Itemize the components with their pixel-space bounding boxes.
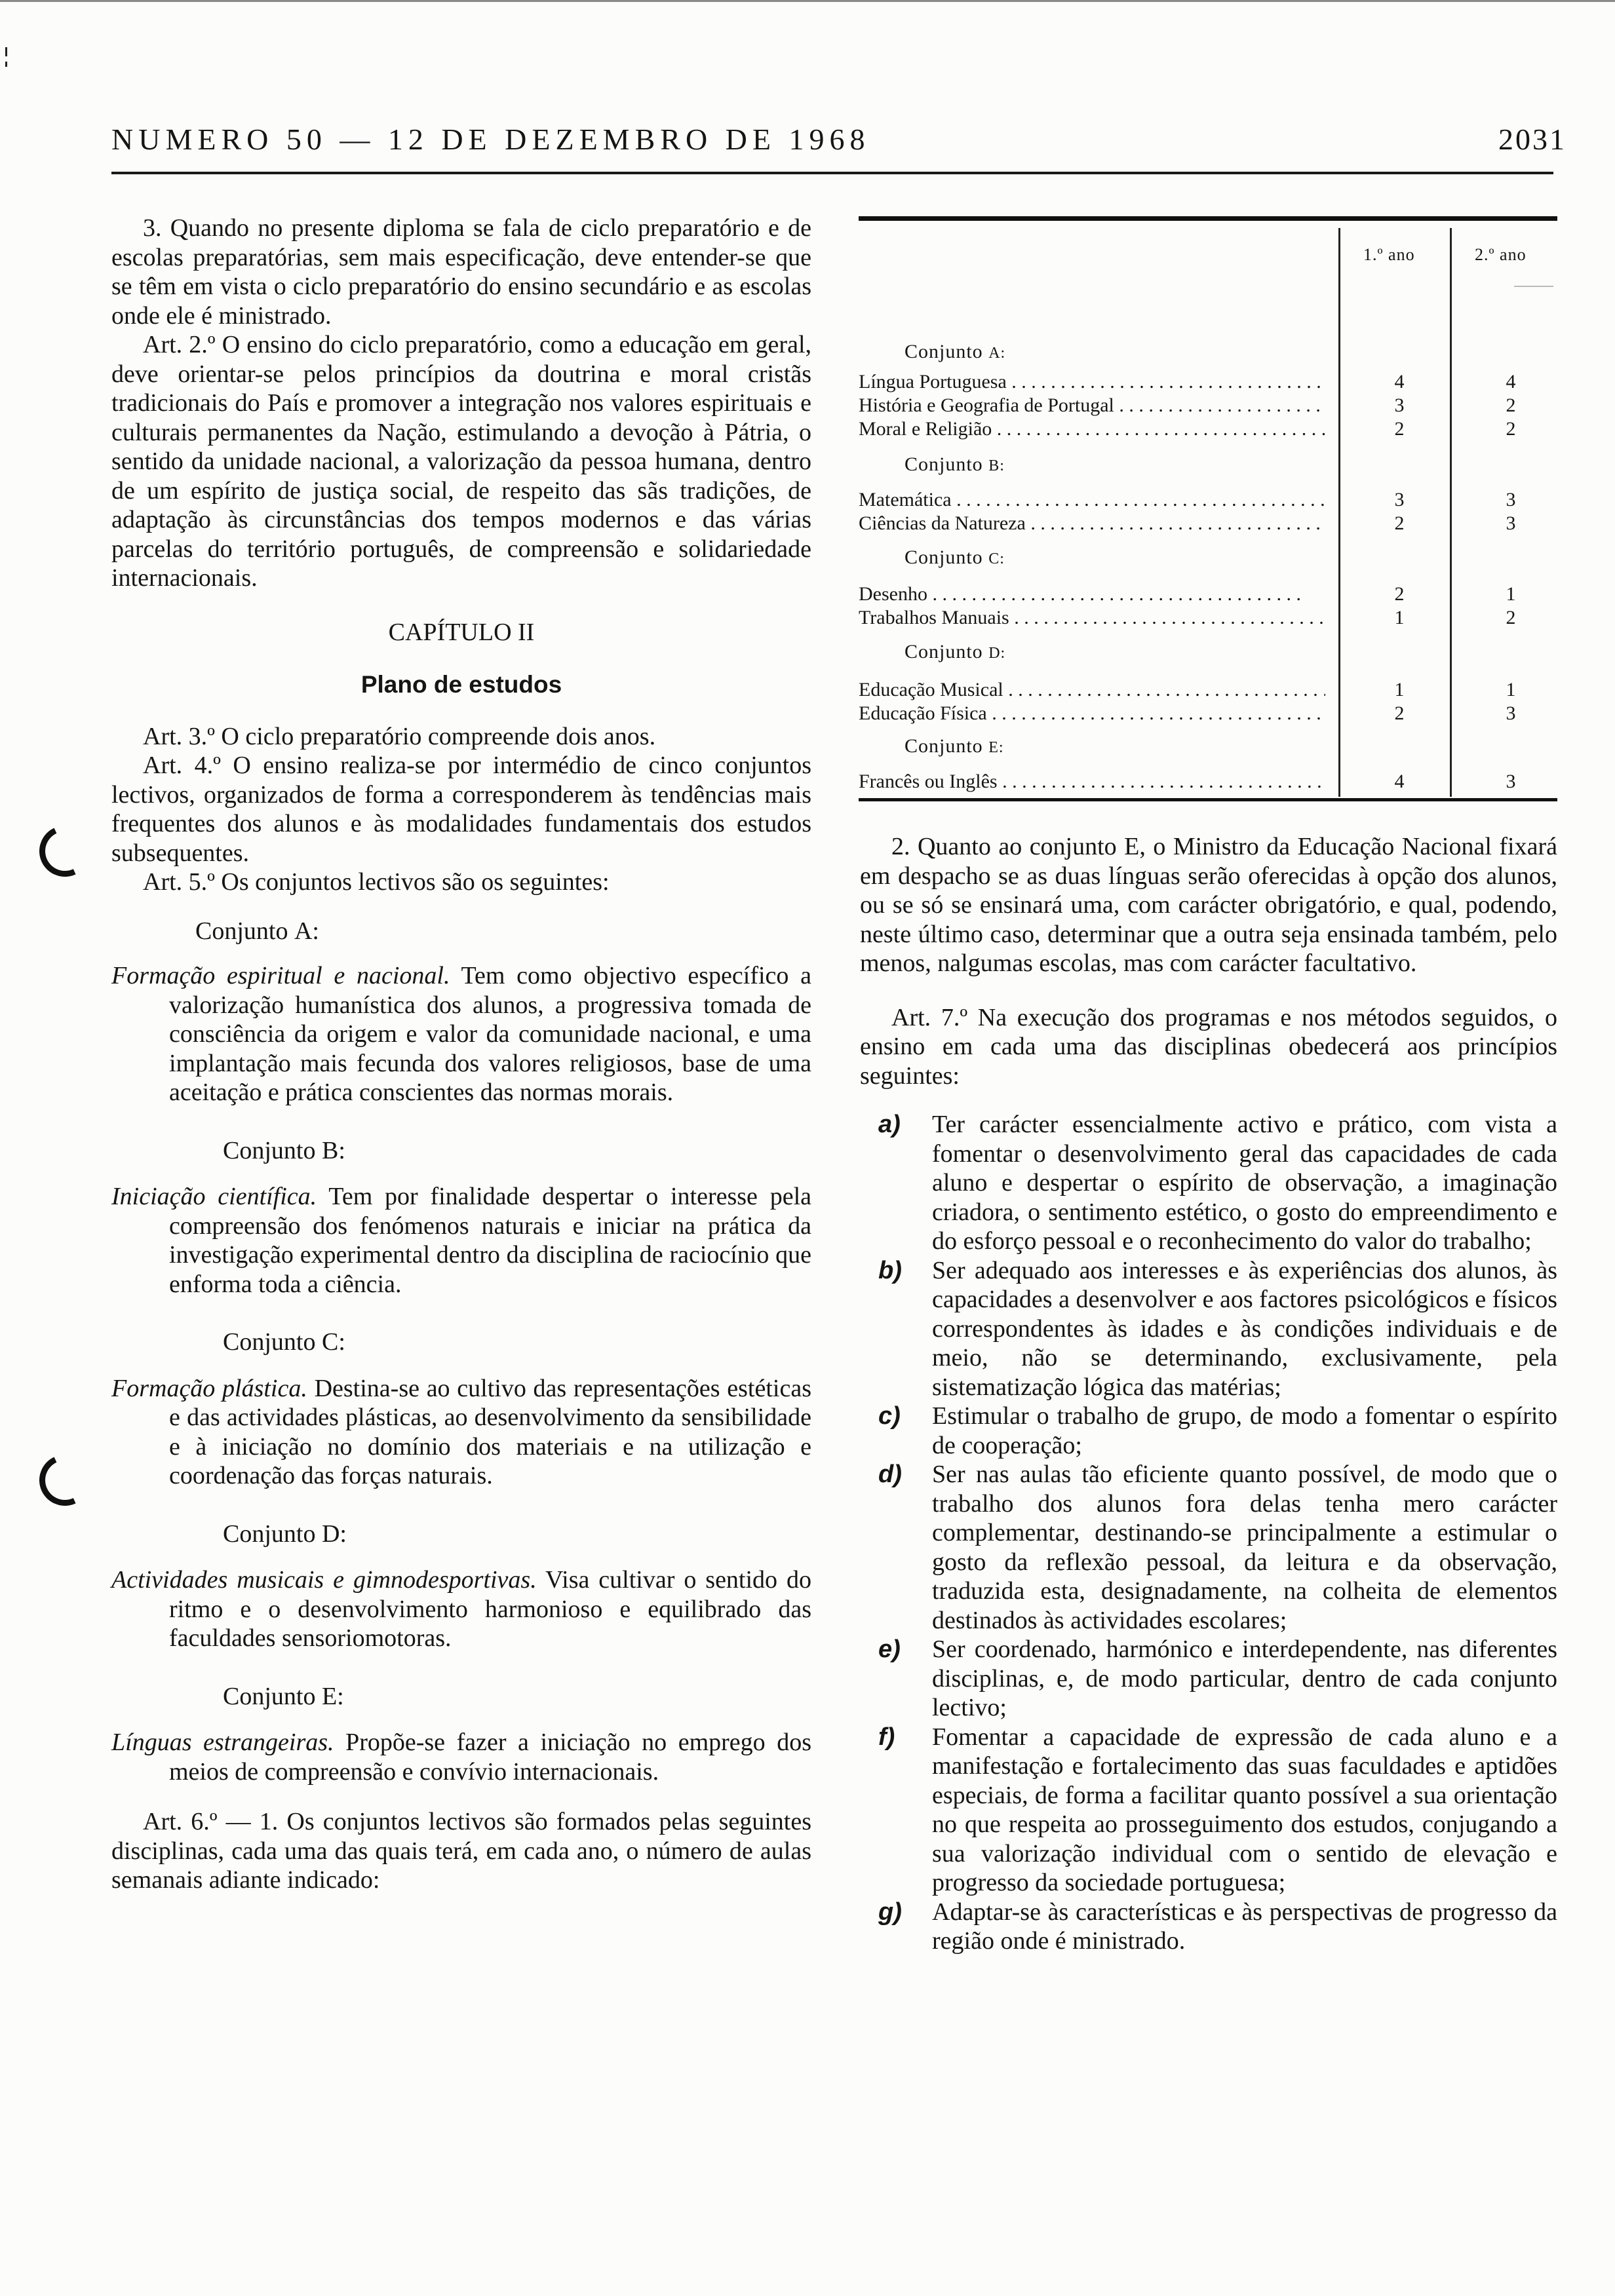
header-year-2: 2.º ano (1475, 245, 1527, 264)
table-group-a: Conjunto A: (905, 341, 1006, 362)
principle-c: c) Estimular o trabalho de grupo, de modo a fomentar o espírito de cooperação; (878, 1402, 1557, 1459)
conjunto-a-heading: Conjunto A: (195, 917, 319, 945)
article-6-paragraph-2: 2. Quanto ao conjunto E, o Ministro da Educação Nacional fixará em despacho se as duas línguas serão oferecidas à opção dos alunos, ou se só se ensinará uma, com carácter obrigatório, e qual, podendo, neste último caso, determinar que a outra seja ensinada também, pelo menos, nalgumas escolas, mas com carácter facultativo. (860, 833, 1557, 977)
page-header (111, 122, 1566, 159)
conjunto-b-description: Iniciação científica. Tem por finalidade despertar o interesse pela compreensão dos fenómenos naturais e iniciar na prática da investigação experimental dentro da disciplina de raciocínio que enforma toda a ciência. (111, 1183, 811, 1298)
table-row: Moral e Religião . . . 2 2 (859, 418, 1557, 442)
table-group-c: Conjunto C: (905, 546, 1005, 568)
issue-date: NUMERO 50 — 12 DE DEZEMBRO DE 1968 (111, 123, 870, 156)
principle-b: b) Ser adequado aos interesses e às experiências dos alunos, às capacidades a desenvolver e aos factores psicológicos e físicos correspondentes às idades e às condições individuais e de meio, não se determinando, exclusivamente, pela sistematização lógica das matérias; (878, 1256, 1557, 1401)
left-column (111, 214, 811, 1895)
header-rule (111, 172, 1553, 174)
article-3: Art. 3.º O ciclo preparatório compreende dois anos. (143, 722, 656, 750)
chapter-heading: CAPÍTULO II (388, 618, 535, 646)
lessons-table (859, 216, 1557, 803)
principle-g: g) Adaptar-se às características e às perspectivas de progresso da região onde é ministrado. (878, 1898, 1557, 1955)
table-row: Língua Portuguesa . . . 4 4 (859, 371, 1557, 394)
punch-hole-mark (32, 818, 98, 884)
article-6: Art. 6.º — 1. Os conjuntos lectivos são formados pelas seguintes disciplinas, cada uma das quais terá, em cada ano, o número de aulas semanais adiante indicado: (111, 1808, 811, 1894)
table-group-b: Conjunto B: (905, 453, 1005, 475)
table-row: História e Geografia de Portugal . . . 3 2 (859, 394, 1557, 418)
right-column (860, 832, 1557, 1956)
table-row: Desenho . . . 2 1 (859, 583, 1557, 607)
table-row: Matemática . . . 3 3 (859, 489, 1557, 512)
table-group-d: Conjunto D: (905, 641, 1006, 662)
section-title: Plano de estudos (360, 671, 562, 698)
conjunto-c-description: Formação plástica. Destina-se ao cultivo das representações estéticas e das actividades plásticas, ao desenvolvimento da sensibilidade e à iniciação no domínio dos materiais e na utilização e coordenação das forças naturais. (111, 1374, 811, 1489)
article-5: Art. 5.º Os conjuntos lectivos são os seguintes: (143, 868, 610, 896)
table-row: Educação Musical . . . 1 1 (859, 679, 1557, 702)
margin-mark (5, 47, 7, 56)
conjunto-a-description: Formação espiritual e nacional. Tem como objectivo específico a valorização humanística dos alunos, a progressiva tomada de consciência da origem e valor da comunidade nacional, e uma implantação mais fecunda dos valores religiosos, base de uma aceitação e prática conscientes das normas morais. (111, 962, 811, 1106)
header-year-1: 1.º ano (1363, 245, 1415, 264)
margin-mark (5, 62, 7, 67)
conjunto-e-heading: Conjunto E: (223, 1682, 344, 1710)
article-7: Art. 7.º Na execução dos programas e nos métodos seguidos, o ensino em cada uma das disciplinas obedecerá aos princípios seguintes: (860, 1003, 1557, 1090)
article-4: Art. 4.º O ensino realiza-se por intermédio de cinco conjuntos lectivos, organizados de forma a corresponderem às tendências mais frequentes dos alunos e às modalidades fundamentais dos estudos subsequentes. (111, 752, 811, 867)
principle-a: a) Ter carácter essencialmente activo e prático, com vista a fomentar o desenvolvimento geral das capacidades de cada aluno e despertar o espírito de observação, a imaginação criadora, o sentimento estético, o gosto do empreendimento e do esforço pessoal e o reconhecimento do valor do trabalho; (878, 1111, 1557, 1255)
table-row: Trabalhos Manuais . . . 1 2 (859, 607, 1557, 630)
table-row: Educação Física . . . 2 3 (859, 702, 1557, 726)
table-top-rule (859, 216, 1557, 221)
conjunto-d-heading: Conjunto D: (223, 1520, 347, 1548)
table-row: Francês ou Inglês . . . 4 3 (859, 771, 1557, 794)
conjunto-d-description: Actividades musicais e gimnodesportivas. Visa cultivar o sentido do ritmo e o desenvolvimento harmonioso e equilibrado das faculdades sensoriomotoras. (111, 1566, 811, 1652)
article-2: Art. 2.º O ensino do ciclo preparatório, como a educação em geral, deve orientar-se pelos princípios da doutrina e moral cristãs tradicionais do País e promover a integração nos valores espirituais e culturais permanentes da Nação, estimulando a devoção à Pátria, o sentido da unidade nacional, a valorização da pessoa humana, dentro de um espírito de justiça social, de respeito das sãs tradições, de adaptação às circunstâncias dos tempos modernos e das várias parcelas do território português, de compreensão e solidariedade internacionais. (111, 331, 811, 592)
conjunto-c-heading: Conjunto C: (223, 1328, 345, 1356)
principle-f: f) Fomentar a capacidade de expressão de cada aluno e a manifestação e fortalecimento das suas faculdades e aptidões especiais, de forma a facilitar quanto possível a sua orientação no que respeita ao prosseguimento dos estudos, conjugando a sua valorização individual com o sentido de elevação e progresso da sociedade portuguesa; (878, 1723, 1557, 1896)
principle-d: d) Ser nas aulas tão eficiente quanto possível, de modo que o trabalho dos alunos fora delas tenha mero carácter complementar, destinando-se principalmente a estimular o gosto da reflexão pessoal, da leitura e da observação, traduzida esta, designadamente, na colheita de elementos destinados às actividades escolares; (878, 1461, 1557, 1634)
top-edge-line (0, 0, 1615, 2)
paragraph-3: 3. Quando no presente diploma se fala de ciclo preparatório e de escolas preparatórias, sem mais especificação, deve entender-se que se têm em vista o ciclo preparatório do ensino secundário e as escolas onde ele é ministrado. (111, 214, 811, 330)
table-row: Ciências da Natureza . . . 2 3 (859, 512, 1557, 536)
table-bottom-rule (859, 798, 1557, 801)
principle-e: e) Ser coordenado, harmónico e interdependente, nas diferentes disciplinas, e, de modo particular, dentro de cada conjunto lectivo; (878, 1636, 1557, 1721)
punch-hole-mark (32, 1447, 98, 1513)
conjunto-e-description: Línguas estrangeiras. Propõe-se fazer a iniciação no emprego dos meios de compreensão e convívio internacionais. (111, 1729, 811, 1786)
conjunto-b-heading: Conjunto B: (223, 1136, 345, 1164)
page-number: 2031 (1498, 123, 1566, 156)
table-group-e: Conjunto E: (905, 735, 1004, 757)
